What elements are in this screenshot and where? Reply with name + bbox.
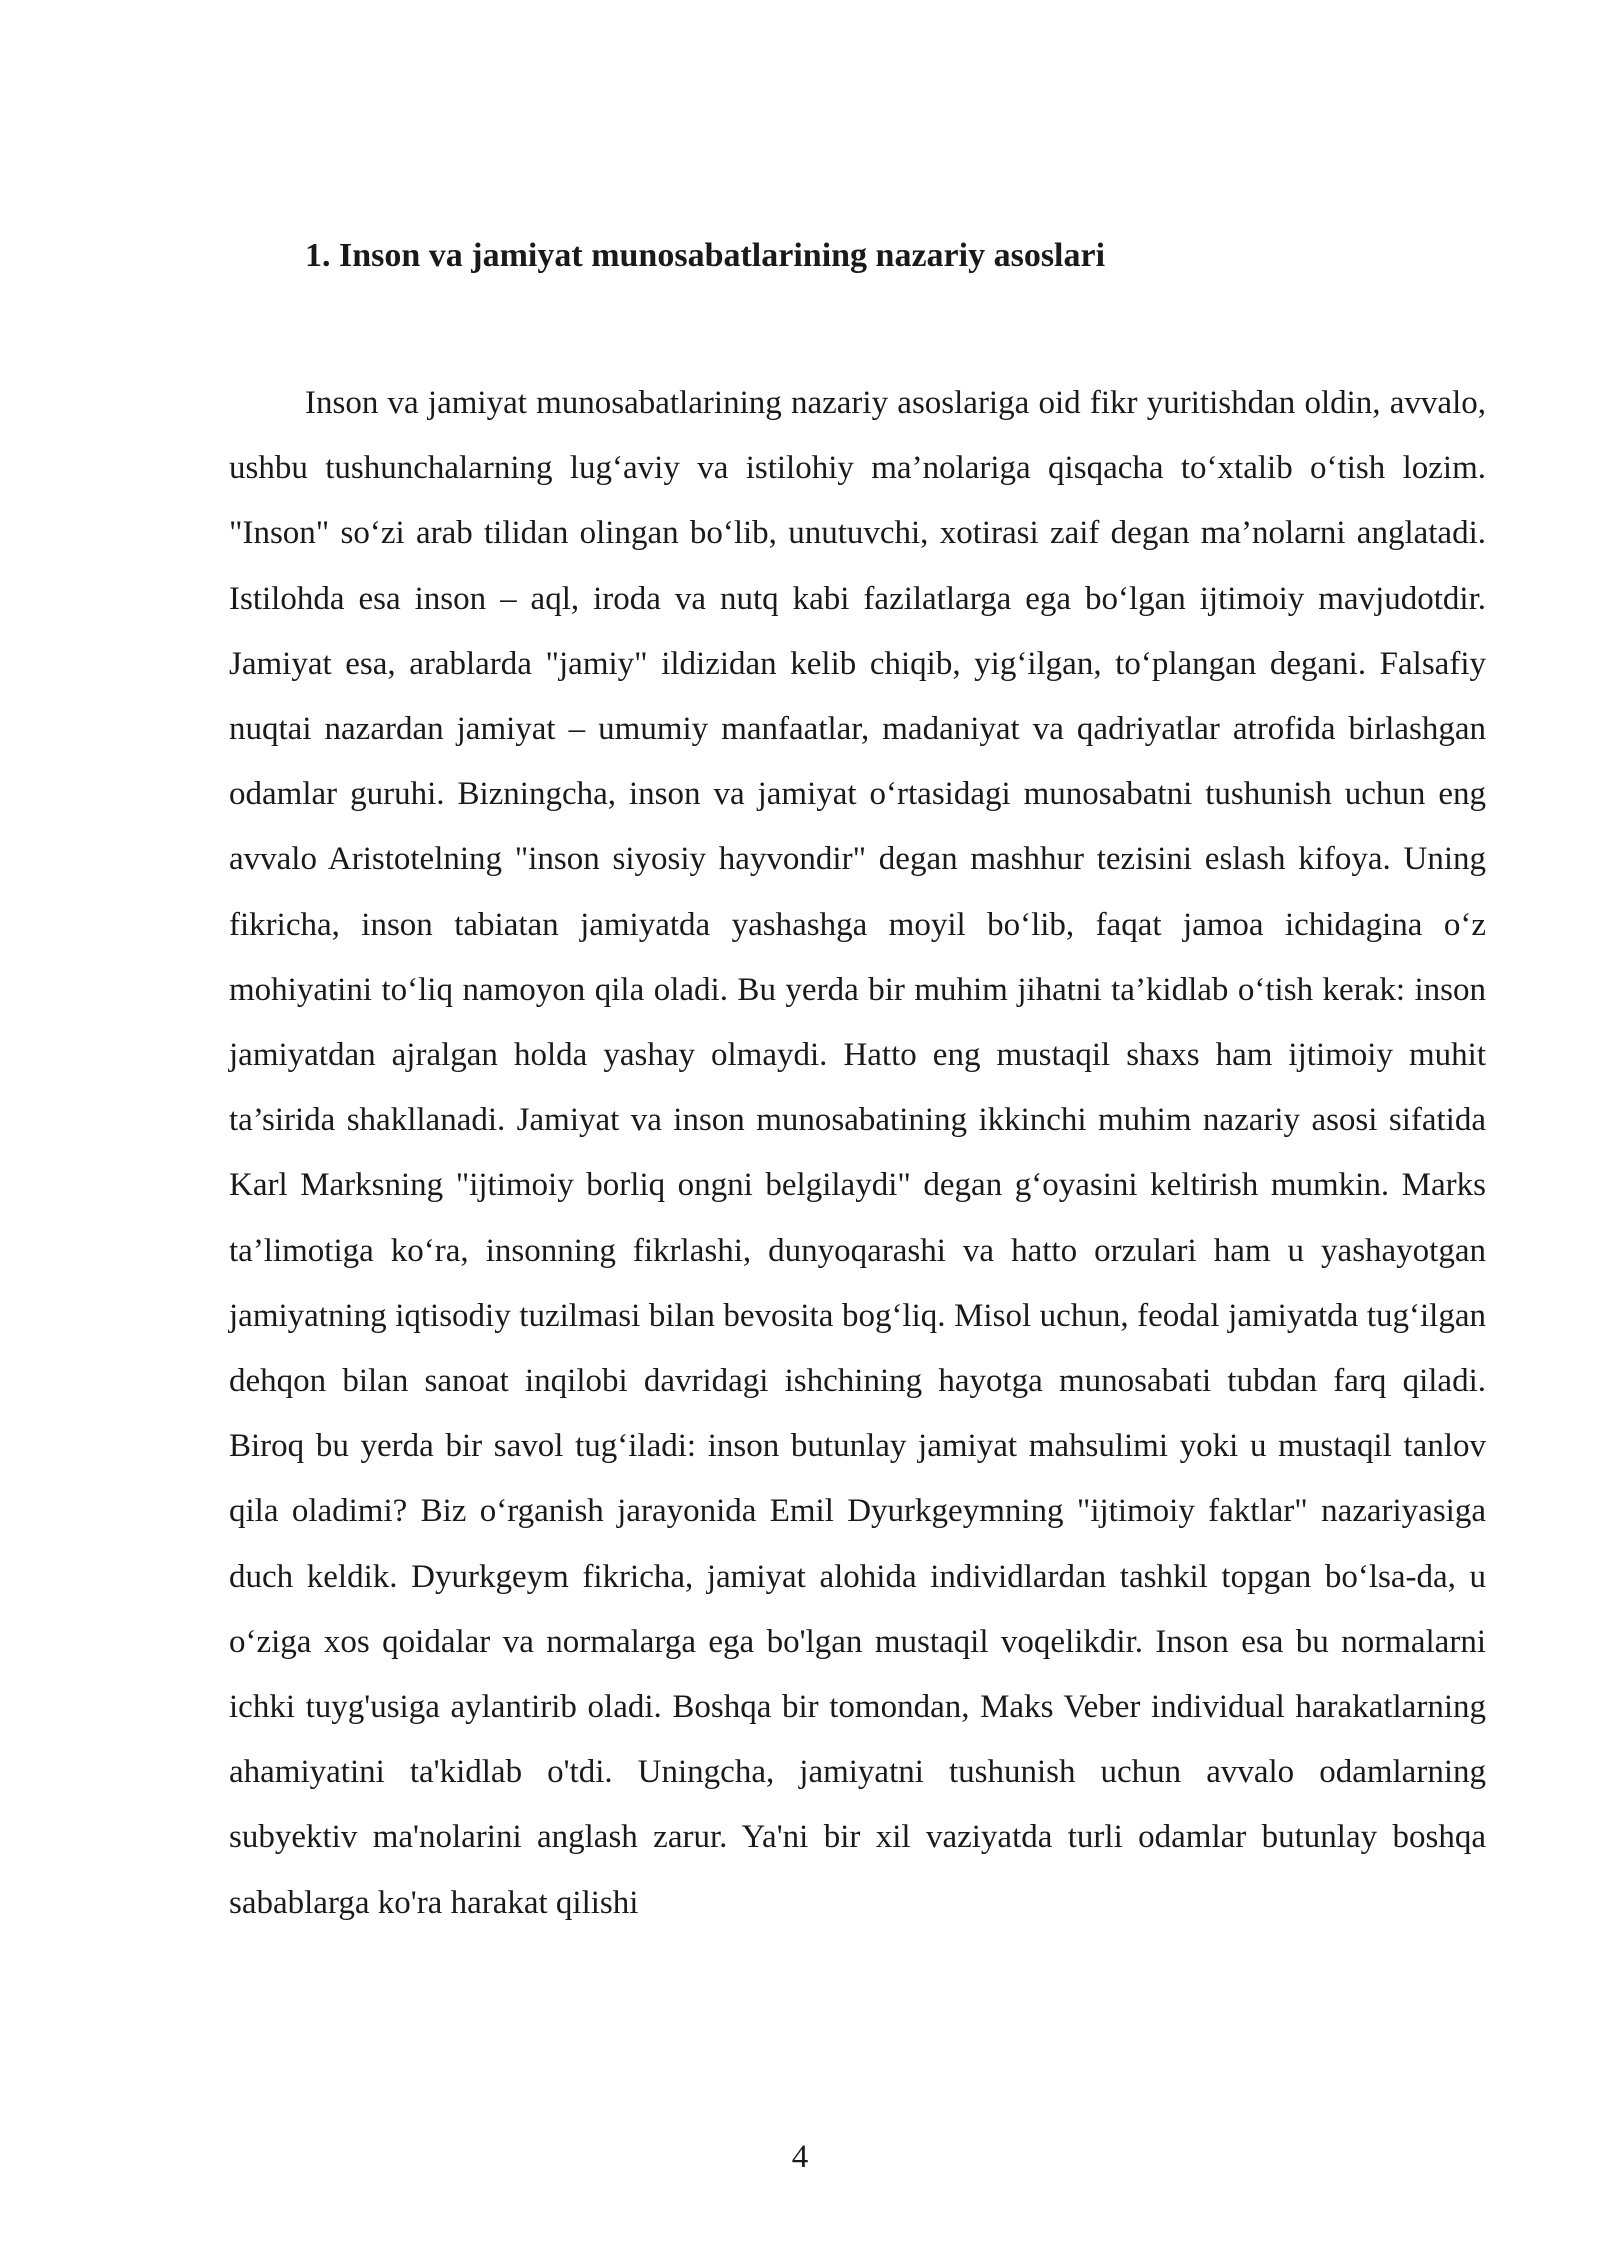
- page-number: 4: [791, 2139, 809, 2175]
- section-heading: 1. Inson va jamiyat munosabatlarining nazariy asoslari: [305, 237, 1106, 274]
- body-paragraph: Inson va jamiyat munosabatlarining nazariy asoslariga oid fikr yuritishdan oldin, avvalo, ushbu tushunchalarning lug‘aviy va istilohiy ma’nolariga qisqacha to‘xtalib o‘tish lozim. "Inson" so‘zi arab tilidan olingan bo‘lib, unutuvchi, xotirasi zaif degan ma’nolarni anglatadi. Istilohda esa inson – aql, iroda va nutq kabi fazilatlarga ega bo‘lgan ijtimoiy mavjudotdir. Jamiyat esa, arablarda "jamiy" ildizidan kelib chiqib, yig‘ilgan, to‘plangan degani. Falsafiy nuqtai nazardan jamiyat – umumiy manfaatlar, madaniyat va qadriyatlar atrofida birlashgan odamlar guruhi. Bizningcha, inson va jamiyat o‘rtasidagi munosabatni tushunish uchun eng avvalo Aristotelning "inson siyosiy hayvondir" degan mashhur tezisini eslash kifoya. Uning fikricha, inson tabiatan jamiyatda yashashga moyil bo‘lib, faqat jamoa ichidagina o‘z mohiyatini to‘liq namoyon qila oladi. Bu yerda bir muhim jihatni ta’kidlab o‘tish kerak: inson jamiyatdan ajralgan holda yashay olmaydi. Hatto eng mustaqil shaxs ham ijtimoiy muhit ta’sirida shakllanadi. Jamiyat va inson munosabatining ikkinchi muhim nazariy asosi sifatida Karl Marksning "ijtimoiy borliq ongni belgilaydi" degan g‘oyasini keltirish mumkin. Marks ta’limotiga ko‘ra, insonning fikrlashi, dunyoqarashi va hatto orzulari ham u yashayotgan jamiyatning iqtisodiy tuzilmasi bilan bevosita bog‘liq. Misol uchun, feodal jamiyatda tug‘ilgan dehqon bilan sanoat inqilobi davridagi ishchining hayotga munosabati tubdan farq qiladi. Biroq bu yerda bir savol tug‘iladi: inson butunlay jamiyat mahsulimi yoki u mustaqil tanlov qila oladimi? Biz o‘rganish jarayonida Emil Dyurkgeymning "ijtimoiy faktlar" nazariyasiga duch keldik. Dyurkgeym fikricha, jamiyat alohida individlardan tashkil topgan bo‘lsa-da, u o‘ziga xos qoidalar va normalarga ega bo'lgan mustaqil voqelikdir. Inson esa bu normalarni ichki tuyg'usiga aylantirib oladi. Boshqa bir tomondan, Maks Veber individual harakatlarning ahamiyatini ta'kidlab o'tdi. Uningcha, jamiyatni tushunish uchun avvalo odamlarning subyektiv ma'nolarini anglash zarur. Ya'ni bir xil vaziyatda turli odamlar butunlay boshqa sabablarga ko'ra harakat qilishi: [229, 385, 1486, 1921]
